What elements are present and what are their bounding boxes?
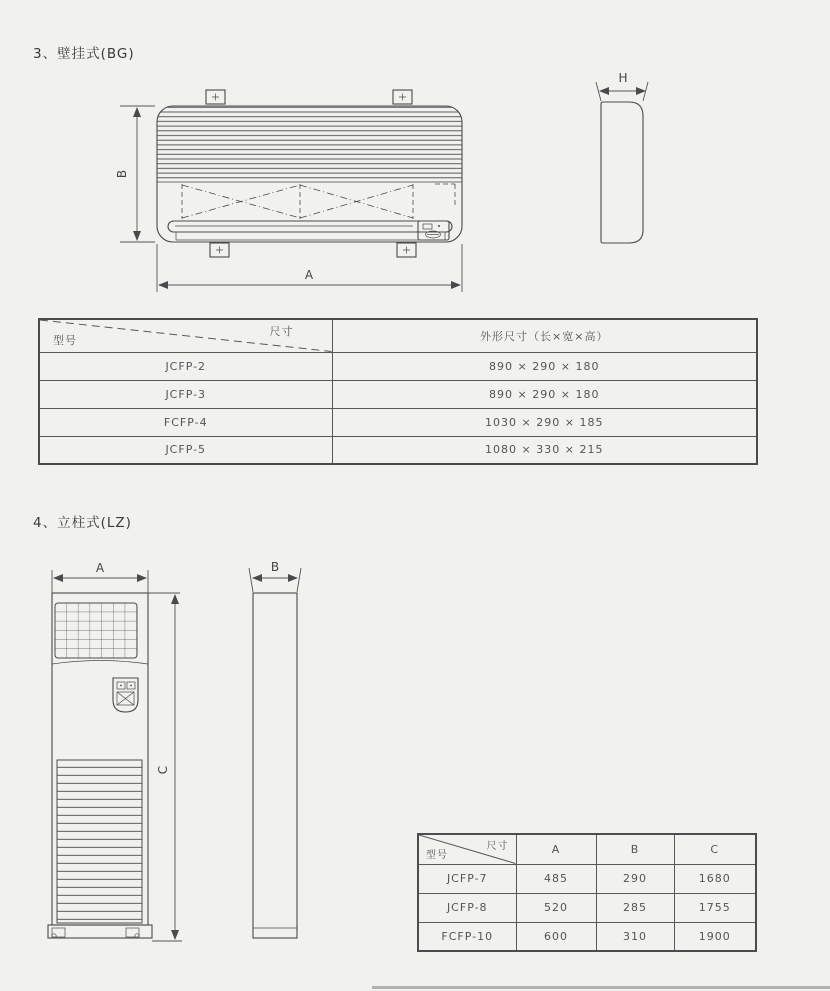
value-b: 290: [596, 864, 674, 893]
size-cell: 1030 × 290 × 185: [332, 408, 757, 436]
value-c: 1755: [674, 893, 756, 922]
value-c: 1900: [674, 922, 756, 951]
corner-label-model: 型号: [53, 333, 77, 347]
table-row: [39, 408, 757, 436]
value-a: 600: [516, 922, 596, 951]
air-outlet-bar: [168, 221, 452, 232]
dimension-b: [249, 560, 301, 592]
dimension-c: [148, 593, 182, 941]
size-cell: 1080 × 330 × 215: [332, 436, 757, 464]
dimension-h: [596, 71, 648, 101]
dimension-b: [115, 106, 155, 242]
lz-front-view: [48, 561, 182, 941]
bg-front-view: [115, 90, 462, 292]
corner-header-cell: [39, 319, 332, 352]
model-cell: FCFP-4: [39, 408, 332, 436]
control-panel-icon: [113, 678, 138, 712]
dimension-a: [52, 561, 148, 593]
model-cell: JCFP-7: [418, 864, 516, 893]
table-header-row: [418, 834, 756, 864]
corner-label-model: 型号: [426, 849, 448, 861]
bg-size-table: [38, 318, 758, 465]
outlet-louver-panel: [57, 760, 142, 923]
dim-label-a: A: [95, 561, 105, 575]
section-lz-title: 4、立柱式(LZ): [33, 515, 132, 531]
control-display-icon: [418, 221, 449, 240]
table-row: [418, 922, 756, 951]
base-with-casters: [48, 925, 152, 938]
dim-label-c: C: [156, 765, 170, 775]
value-a: 520: [516, 893, 596, 922]
size-column-header: 外形尺寸（长×宽×高）: [332, 319, 757, 352]
corner-label-size: 尺寸: [269, 325, 294, 338]
lz-size-table: [417, 833, 757, 952]
top-grille: [55, 603, 137, 658]
model-cell: JCFP-8: [418, 893, 516, 922]
bg-side-view: [596, 71, 648, 243]
model-cell: JCFP-2: [39, 352, 332, 380]
floor-standing-unit-drawing: [30, 552, 320, 977]
table-row: [39, 436, 757, 464]
dim-label-a: A: [304, 268, 314, 282]
lz-side-view: [249, 560, 301, 938]
model-cell: JCFP-3: [39, 380, 332, 408]
model-cell: JCFP-5: [39, 436, 332, 464]
value-b: 285: [596, 893, 674, 922]
dim-label-h: H: [618, 71, 628, 85]
dim-label-b: B: [270, 560, 280, 574]
col-header-b: B: [596, 834, 674, 864]
inlet-louvers: [157, 106, 462, 182]
table-row: [418, 893, 756, 922]
value-c: 1680: [674, 864, 756, 893]
dim-label-b: B: [115, 169, 129, 179]
table-row: [39, 380, 757, 408]
corner-header-cell: [418, 834, 516, 864]
table-header-row: [39, 319, 757, 352]
size-cell: 890 × 290 × 180: [332, 380, 757, 408]
model-cell: FCFP-10: [418, 922, 516, 951]
size-cell: 890 × 290 × 180: [332, 352, 757, 380]
value-b: 310: [596, 922, 674, 951]
corner-label-size: 尺寸: [486, 841, 509, 852]
col-header-c: C: [674, 834, 756, 864]
wall-mounted-unit-drawing: [95, 70, 675, 305]
scan-edge-artifact: [372, 986, 830, 989]
value-a: 485: [516, 864, 596, 893]
table-row: [39, 352, 757, 380]
section-bg-title: 3、壁挂式(BG): [33, 46, 135, 62]
col-header-a: A: [516, 834, 596, 864]
table-row: [418, 864, 756, 893]
